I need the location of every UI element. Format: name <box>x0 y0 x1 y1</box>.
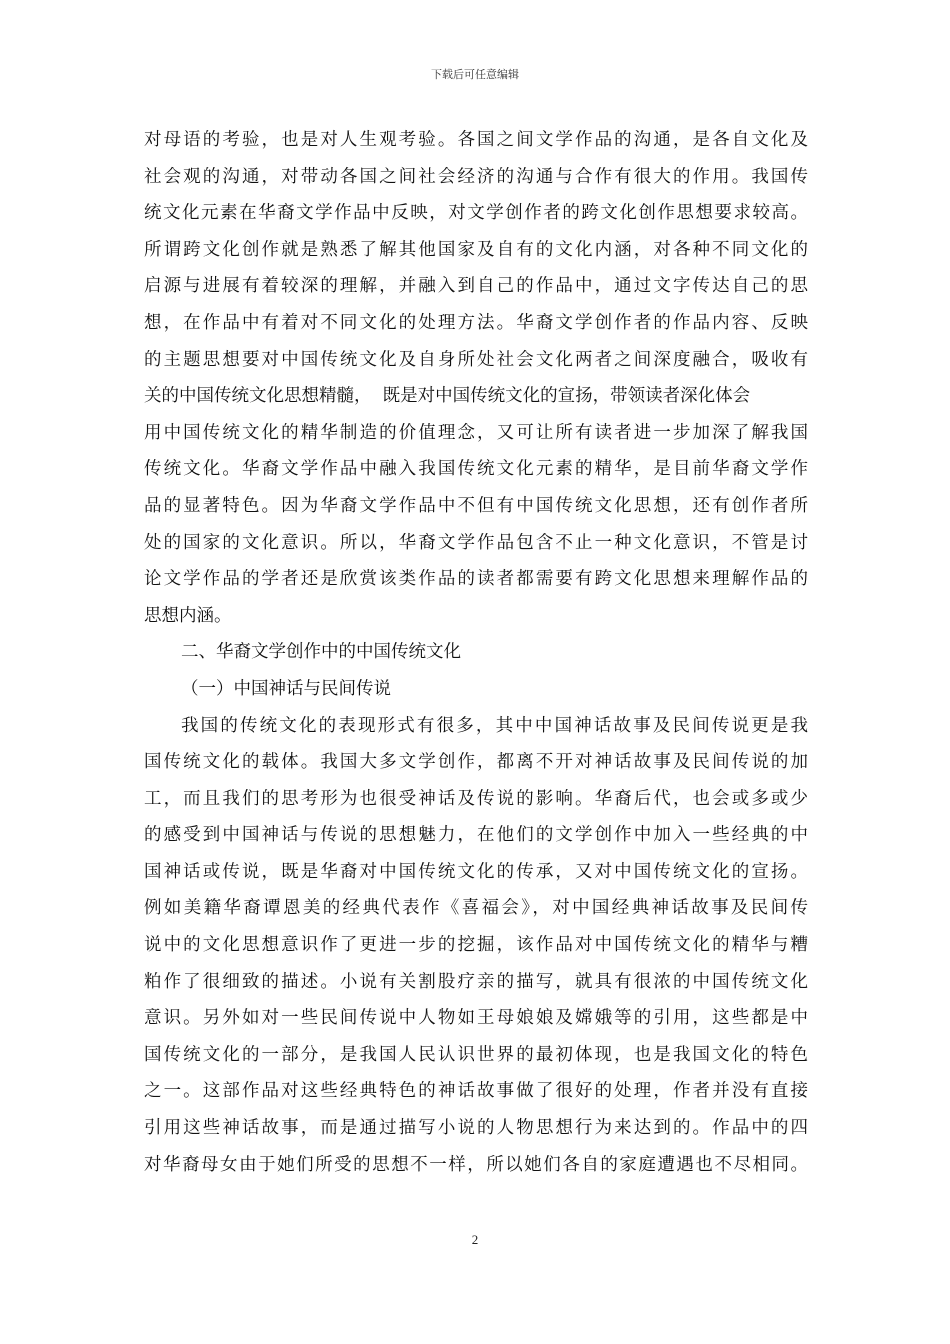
paragraph-line: 用中国传统文化的精华制造的价值理念，又可让所有读者进一步加深了解我国 <box>144 422 808 443</box>
document-body <box>144 122 808 1183</box>
section-heading: 二、华裔文学创作中的中国传统文化 <box>181 642 461 663</box>
paragraph-line: 国神话或传说，既是华裔对中国传统文化的传承，又对中国传统文化的宣扬。 <box>144 861 808 882</box>
paragraph-line: 传统文化。华裔文学作品中融入我国传统文化元素的精华，是目前华裔文学作 <box>144 459 808 480</box>
paragraph-line: 品的显著特色。因为华裔文学作品中不但有中国传统文化思想，还有创作者所 <box>144 495 808 516</box>
paragraph-line: 社会观的沟通，对带动各国之间社会经济的沟通与合作有很大的作用。我国传 <box>144 166 808 187</box>
paragraph-line: 统文化元素在华裔文学作品中反映，对文学创作者的跨文化创作思想要求较高。 <box>144 203 808 224</box>
paragraph-line: 的主题思想要对中国传统文化及自身所处社会文化两者之间深度融合，吸收有 <box>144 349 808 370</box>
paragraph-line: 粕作了很细致的描述。小说有关割股疗亲的描写，就具有很浓的中国传统文化 <box>144 971 808 992</box>
page-header: 下载后可任意编辑 <box>431 68 519 81</box>
paragraph-line: 工，而且我们的思考形为也很受神话及传说的影响。华裔后代，也会或多或少 <box>144 788 808 809</box>
paragraph-line: 所谓跨文化创作就是熟悉了解其他国家及自有的文化内涵，对各种不同文化的 <box>144 239 808 260</box>
paragraph-line: 说中的文化思想意识作了更进一步的挖掘，该作品对中国传统文化的精华与糟 <box>144 935 808 956</box>
paragraph-line: 之一。这部作品对这些经典特色的神话故事做了很好的处理，作者并没有直接 <box>144 1081 808 1102</box>
paragraph-line: 思想内涵。 <box>144 605 232 626</box>
paragraph-line: 想，在作品中有着对不同文化的处理方法。华裔文学创作者的作品内容、反映 <box>144 312 808 333</box>
paragraph-line: 我国的传统文化的表现形式有很多，其中中国神话故事及民间传说更是我 <box>181 715 808 736</box>
paragraph-line: 关的中国传统文化思想精髓， 既是对中国传统文化的宣扬，带领读者深化体会 <box>144 386 751 407</box>
paragraph-line: 启源与进展有着较深的理解，并融入到自己的作品中，通过文字传达自己的思 <box>144 276 808 297</box>
paragraph-line: 国传统文化的一部分，是我国人民认识世界的最初体现，也是我国文化的特色 <box>144 1044 808 1065</box>
paragraph-line: 论文学作品的学者还是欣赏该类作品的读者都需要有跨文化思想来理解作品的 <box>144 569 808 590</box>
paragraph-line: 例如美籍华裔谭恩美的经典代表作《喜福会》，对中国经典神话故事及民间传 <box>144 898 808 919</box>
paragraph-line: 的感受到中国神话与传说的思想魅力，在他们的文学创作中加入一些经典的中 <box>144 825 808 846</box>
paragraph-line: 意识。另外如对一些民间传说中人物如王母娘娘及嫦娥等的引用，这些都是中 <box>144 1008 808 1029</box>
paragraph-line: 引用这些神话故事，而是通过描写小说的人物思想行为来达到的。作品中的四 <box>144 1118 808 1139</box>
paragraph-line: 处的国家的文化意识。所以，华裔文学作品包含不止一种文化意识，不管是讨 <box>144 532 808 553</box>
paragraph-line: 对华裔母女由于她们所受的思想不一样，所以她们各自的家庭遭遇也不尽相同。 <box>144 1154 808 1175</box>
subsection-heading: （一）中国神话与民间传说 <box>181 678 391 699</box>
page-number: 2 <box>471 1232 479 1247</box>
paragraph-line: 国传统文化的载体。我国大多文学创作，都离不开对神话故事及民间传说的加 <box>144 752 808 773</box>
paragraph-line: 对母语的考验，也是对人生观考验。各国之间文学作品的沟通，是各自文化及 <box>144 130 808 150</box>
